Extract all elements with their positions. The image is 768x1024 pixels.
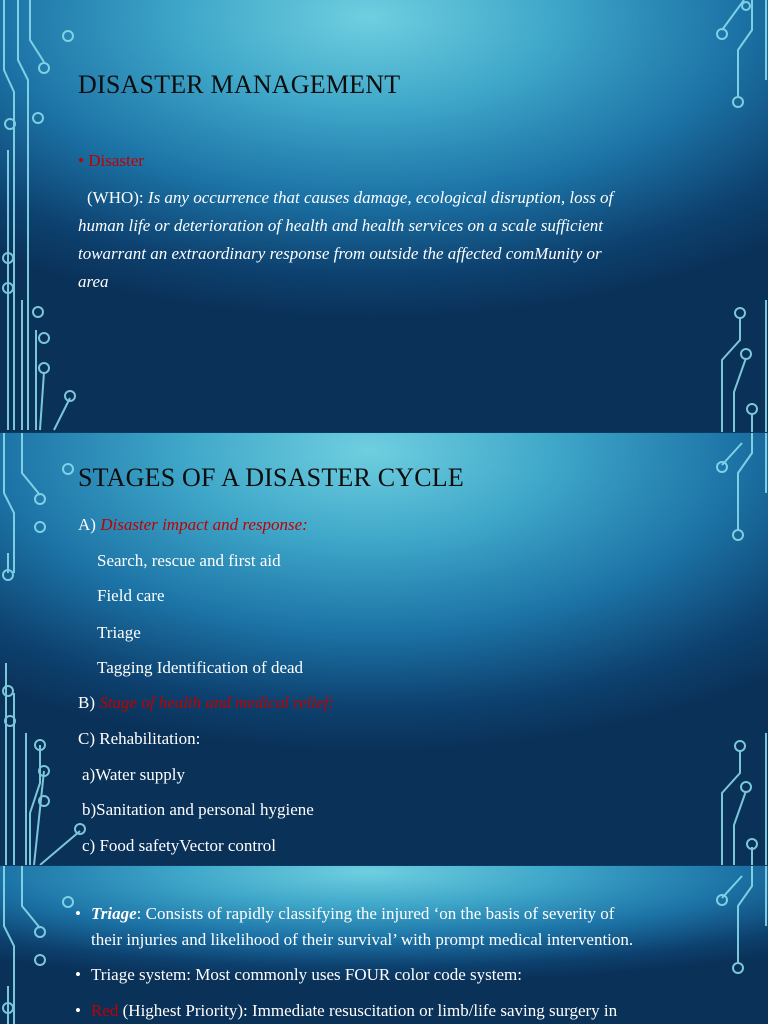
definition-line-2: human life or deterioration of health and health services on a scale sufficient — [78, 216, 604, 235]
red-priority-text: (Highest Priority): Immediate resuscitation or limb/life saving surgery in — [118, 1001, 618, 1020]
slide-title: DISASTER MANAGEMENT — [78, 70, 401, 99]
red-label: Red — [91, 1001, 119, 1020]
stage-b-label: Stage of health and medical relief: — [99, 693, 335, 712]
stage-b-heading — [78, 693, 334, 713]
stage-a-item: Search, rescue and first aid — [97, 551, 281, 570]
bullet-label: Disaster — [88, 151, 144, 170]
bullet-marker: • — [75, 965, 81, 984]
slide-triage — [0, 866, 768, 1024]
definition-line-3: towarrant an extraordinary response from outside the affected comMunity or — [78, 244, 602, 263]
triage-definition-1: : Consists of rapidly classifying the injured ‘on the basis of severity of — [136, 904, 615, 923]
stage-a-item: Tagging Identification of dead — [97, 658, 304, 677]
triage-definition-2: their injuries and likelihood of their survival’ with prompt medical intervention. — [91, 930, 634, 949]
stage-a-heading — [78, 515, 308, 535]
stage-a-label: Disaster impact and response: — [100, 515, 308, 534]
stage-a-item: Field care — [97, 586, 165, 605]
disaster-definition — [78, 184, 703, 296]
slide-title: STAGES OF A DISASTER CYCLE — [78, 463, 464, 492]
stage-c-item: b)Sanitation and personal hygiene — [82, 800, 314, 819]
bullet-marker: • — [78, 151, 89, 170]
bullet-red-priority — [75, 998, 705, 1024]
bullet-marker: • — [75, 904, 81, 923]
bullet-triage-system — [75, 962, 705, 988]
definition-line-1: Is any occurrence that causes damage, ecological disruption, loss of — [147, 188, 614, 207]
slide-disaster-management — [0, 0, 768, 432]
stage-a-prefix: A) — [78, 515, 101, 534]
who-prefix: (WHO): — [87, 188, 148, 207]
stage-c-item: c) Food safetyVector control — [82, 836, 277, 855]
bullet-marker: • — [75, 1001, 81, 1020]
stage-c-item: a)Water supply — [82, 765, 185, 784]
bullet-disaster — [78, 151, 144, 171]
triage-term: Triage — [91, 904, 137, 923]
stage-c-heading: C) Rehabilitation: — [78, 729, 201, 748]
slide-disaster-cycle — [0, 433, 768, 865]
definition-line-4: area — [78, 272, 109, 291]
stage-a-item: Triage — [97, 623, 141, 642]
stage-b-prefix: B) — [78, 693, 100, 712]
triage-system-text: Triage system: Most commonly uses FOUR color code system: — [91, 965, 522, 984]
bullet-triage — [75, 901, 705, 953]
